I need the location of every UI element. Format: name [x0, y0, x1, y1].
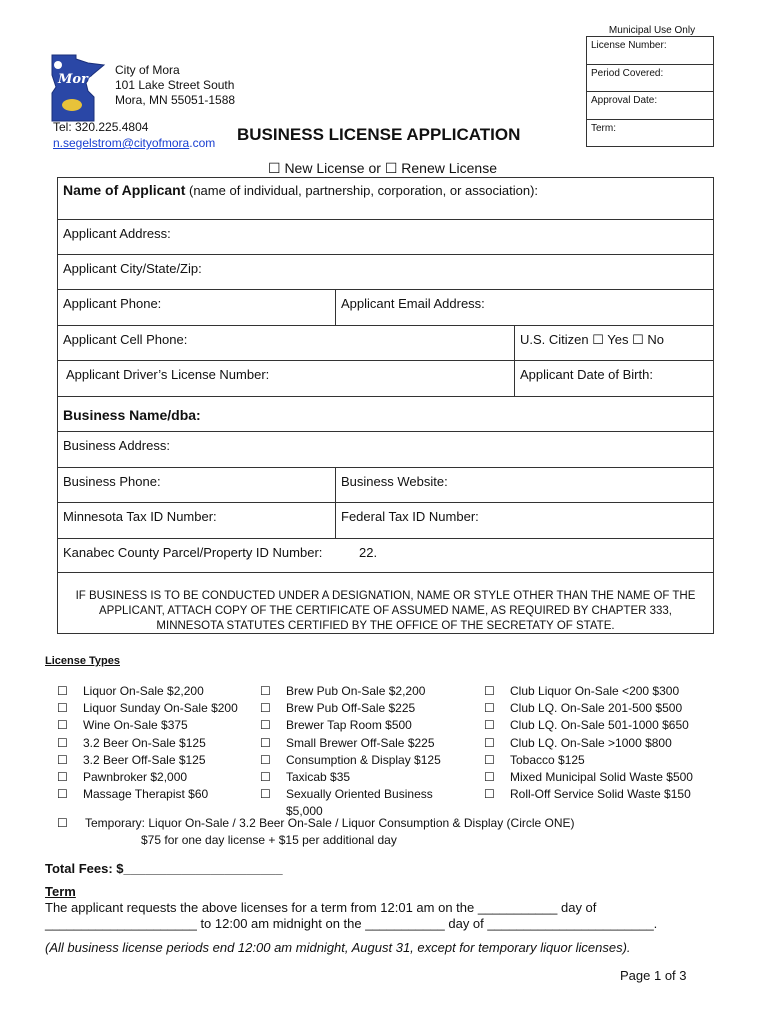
license-checkbox[interactable]: ☐ — [260, 770, 271, 785]
license-option[interactable] — [260, 752, 485, 769]
license-option[interactable] — [260, 735, 485, 752]
business-address-label: Business Address: — [63, 438, 170, 453]
license-option-label: Tobacco $125 — [510, 752, 585, 767]
parcel-id-row[interactable] — [58, 539, 713, 573]
license-checkbox[interactable]: ☐ — [57, 770, 68, 785]
license-option-label: Club Liquor On-Sale <200 $300 — [510, 684, 680, 698]
municipal-use-caption: Municipal Use Only — [608, 25, 696, 36]
city-name: City of Mora — [115, 63, 180, 77]
license-option[interactable] — [484, 752, 714, 769]
license-checkbox[interactable]: ☐ — [260, 735, 271, 750]
applicant-address-label: Applicant Address: — [63, 226, 171, 241]
license-number-field[interactable]: License Number: — [587, 37, 713, 65]
period-covered-field[interactable]: Period Covered: — [587, 65, 713, 93]
license-types-heading: License Types — [45, 655, 120, 667]
tax-id-row — [58, 503, 713, 539]
drivers-license-field[interactable]: Applicant Driver’s License Number: — [66, 367, 270, 382]
parcel-id-label: Kanabec County Parcel/Property ID Number: — [63, 545, 323, 560]
email-suffix: .com — [189, 136, 216, 150]
license-option-label: 3.2 Beer On-Sale $125 — [83, 735, 206, 750]
license-option[interactable] — [57, 700, 262, 717]
business-phone-row — [58, 468, 713, 503]
license-column-2 — [260, 683, 485, 821]
applicant-email-field[interactable]: Applicant Email Address: — [335, 290, 713, 325]
license-option[interactable] — [260, 683, 485, 700]
logo-text: Mora — [58, 72, 97, 87]
assumed-name-notice: IF BUSINESS IS TO BE CONDUCTED UNDER A DESIGNATION, NAME OR STYLE OTHER THAN THE NAME OF THE APPLICANT, ATTACH COPY OF THE CERTIFICATE OF ASSUMED NAME, AS REQUIRED BY CHAPTER 333, MINNESOTA STATUTES CERTIFIED BY THE OFFICE OF THE SECRETATY OF STATE. — [75, 590, 696, 632]
license-option[interactable] — [57, 735, 262, 752]
term-heading: Term — [45, 884, 76, 899]
license-checkbox[interactable]: ☐ — [484, 701, 495, 716]
license-checkbox[interactable]: ☐ — [484, 735, 495, 750]
license-option-label: Mixed Municipal Solid Waste $500 — [510, 770, 693, 785]
page-number: Page 1 of 3 — [620, 968, 687, 983]
temporary-line-2: $75 for one day license + $15 per additional day — [141, 833, 397, 847]
applicant-phone-field[interactable]: Applicant Phone: — [63, 296, 162, 311]
applicant-cell-field[interactable]: Applicant Cell Phone: — [63, 332, 188, 347]
license-option[interactable] — [57, 769, 262, 786]
email-link[interactable]: n.segelstrom@cityofmora — [53, 136, 190, 150]
license-option[interactable] — [484, 735, 714, 752]
license-checkbox[interactable]: ☐ — [484, 684, 495, 698]
application-form — [57, 177, 714, 634]
mn-tax-id-field[interactable]: Minnesota Tax ID Number: — [63, 509, 217, 524]
business-phone-field[interactable]: Business Phone: — [63, 474, 161, 489]
license-checkbox[interactable]: ☐ — [260, 701, 271, 716]
business-name-row[interactable] — [58, 397, 713, 432]
total-fees[interactable]: Total Fees: $______________________ — [45, 861, 283, 876]
applicant-city-label: Applicant City/State/Zip: — [63, 261, 202, 276]
license-checkbox[interactable]: ☐ — [57, 787, 68, 802]
license-option-label: 3.2 Beer Off-Sale $125 — [83, 752, 206, 767]
license-checkbox[interactable]: ☐ — [57, 701, 68, 716]
municipal-use-box — [586, 36, 714, 147]
term-text: The applicant requests the above licenses for a term from 12:01 am on the ___________ day of _____________________ to 12:00 am midnight on the ___________ day of _______________________. — [45, 900, 658, 931]
approval-date-field[interactable]: Approval Date: — [587, 92, 713, 120]
license-option[interactable] — [57, 752, 262, 769]
us-citizen-field[interactable]: U.S. Citizen ☐ Yes ☐ No — [514, 326, 713, 360]
term-field[interactable]: Term: — [591, 122, 616, 134]
applicant-name-hint: (name of individual, partnership, corporation, or association): — [185, 183, 539, 198]
license-checkbox[interactable]: ☐ — [57, 718, 68, 733]
license-option[interactable] — [484, 786, 714, 803]
date-of-birth-field[interactable]: Applicant Date of Birth: — [514, 361, 713, 396]
license-column-1 — [57, 683, 262, 803]
license-option[interactable] — [260, 717, 485, 734]
license-checkbox[interactable]: ☐ — [484, 770, 495, 785]
term-note: (All business license periods end 12:00 am midnight, August 31, except for temporary liquor licenses). — [45, 940, 631, 955]
license-checkbox[interactable]: ☐ — [484, 718, 495, 733]
city-address-block — [115, 63, 235, 108]
applicant-city-row[interactable] — [58, 255, 713, 290]
temporary-checkbox[interactable]: ☐ — [57, 816, 68, 830]
license-option-label: Small Brewer Off-Sale $225 — [286, 735, 435, 750]
temporary-license — [57, 815, 575, 849]
new-or-renew-choice[interactable]: ☐ New License or ☐ Renew License — [268, 160, 497, 176]
license-option[interactable] — [260, 769, 485, 786]
license-checkbox[interactable]: ☐ — [260, 752, 271, 767]
drivers-license-row — [58, 361, 713, 397]
license-option[interactable] — [57, 786, 262, 803]
page-title: BUSINESS LICENSE APPLICATION — [237, 125, 521, 144]
license-option[interactable] — [484, 769, 714, 786]
license-checkbox[interactable]: ☐ — [57, 735, 68, 750]
city-of-mora-logo — [48, 53, 106, 123]
license-option[interactable] — [57, 683, 262, 700]
license-option-label: Wine On-Sale $375 — [83, 718, 188, 733]
federal-tax-id-field[interactable]: Federal Tax ID Number: — [335, 503, 713, 538]
license-option-label: Brew Pub Off-Sale $225 — [286, 701, 416, 716]
license-checkbox[interactable]: ☐ — [260, 718, 271, 733]
applicant-cell-row — [58, 326, 713, 361]
license-option-label: Massage Therapist $60 — [83, 787, 209, 802]
license-option-label: Consumption & Display $125 — [286, 752, 441, 767]
license-option-label: Club LQ. On-Sale 501-1000 $650 — [510, 718, 689, 733]
license-option-label: Club LQ. On-Sale >1000 $800 — [510, 735, 672, 750]
license-option[interactable] — [484, 683, 714, 700]
license-option-label: Pawnbroker $2,000 — [83, 770, 188, 785]
license-checkbox[interactable]: ☐ — [260, 684, 271, 698]
city-phone: Tel: 320.225.4804 — [53, 120, 149, 134]
license-column-3 — [484, 683, 714, 803]
contact-block — [53, 119, 215, 151]
city-state-zip: Mora, MN 55051-1588 — [115, 93, 236, 107]
city-street: 101 Lake Street South — [115, 78, 235, 92]
license-option-label: Taxicab $35 — [286, 770, 351, 785]
applicant-name-row[interactable] — [58, 178, 713, 220]
license-option[interactable] — [484, 700, 714, 717]
applicant-name-label: Name of Applicant — [63, 182, 186, 198]
license-option-label: Liquor Sunday On-Sale $200 — [83, 701, 238, 716]
license-option-label: Club LQ. On-Sale 201-500 $500 — [510, 701, 683, 716]
license-checkbox[interactable]: ☐ — [57, 684, 68, 698]
business-website-field[interactable]: Business Website: — [335, 468, 713, 502]
license-checkbox[interactable]: ☐ — [260, 787, 271, 802]
license-option-label: Brew Pub On-Sale $2,200 — [286, 684, 426, 698]
license-checkbox[interactable]: ☐ — [484, 752, 495, 767]
license-option[interactable] — [57, 717, 262, 734]
license-option-label: Sexually Oriented Business $5,000 — [286, 787, 433, 819]
applicant-phone-row — [58, 290, 713, 326]
license-option[interactable] — [260, 700, 485, 717]
business-name-label: Business Name/dba: — [63, 407, 201, 423]
license-option-label: Liquor On-Sale $2,200 — [83, 684, 204, 698]
temporary-line-1: Temporary: Liquor On-Sale / 3.2 Beer On-Sale / Liquor Consumption & Display (Circle ONE) — [85, 816, 575, 830]
license-option[interactable] — [484, 717, 714, 734]
business-address-row[interactable] — [58, 432, 713, 468]
license-option-label: Roll-Off Service Solid Waste $150 — [510, 787, 691, 802]
applicant-address-row[interactable] — [58, 220, 713, 255]
parcel-id-value: 22. — [359, 545, 378, 560]
license-option-label: Brewer Tap Room $500 — [286, 718, 412, 733]
license-checkbox[interactable]: ☐ — [57, 752, 68, 767]
license-checkbox[interactable]: ☐ — [484, 787, 495, 802]
